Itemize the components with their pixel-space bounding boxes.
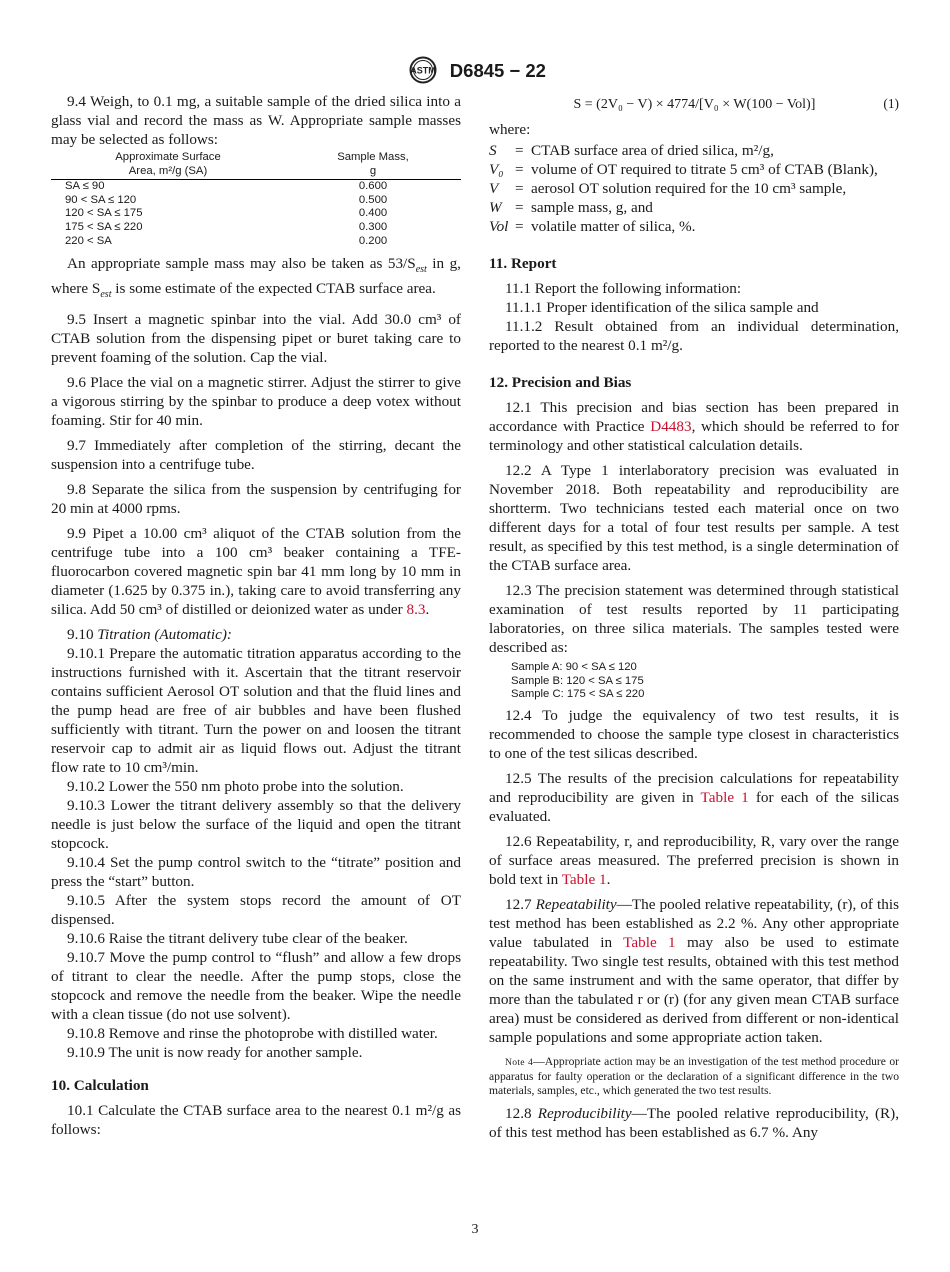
sample-mass-table [51,151,461,248]
paragraph-9-10-4: 9.10.4 Set the pump control switch to the “titrate” position and press the “start” button. [51,854,461,891]
definition-row: V₀ = volume of OT required to titrate 5 cm³ of CTAB (Blank), [489,161,878,178]
link-d4483[interactable]: D4483 [650,418,692,435]
paragraph-9-10-9: 9.10.9 The unit is now ready for another sample. [67,1044,363,1062]
paragraph-12-5: 12.5 The results of the precision calculations for repeatability and reproducibility are given in Table 1 for each of the silicas evaluated. [489,769,899,825]
sample-list [511,661,899,702]
paragraph-9-6: 9.6 Place the vial on a magnetic stirrer. Adjust the stirrer to give a vigorous stirring by the spinbar to produce a deep votex without foaming. Stir for 40 min. [51,374,461,430]
paragraph-9-10-5: 9.10.5 After the system stops record the amount of OT dispensed. [51,892,461,929]
paragraph-12-6: 12.6 Repeatability, r, and reproducibility, R, vary over the range of surface areas measured. The preferred precision is shown in bold text in Table 1. [489,832,899,888]
paragraph-9-10-3: 9.10.3 Lower the titrant delivery assembly so that the delivery needle is just below the surface of the liquid and open the titrant stopcock. [51,797,461,853]
paragraph-9-5: 9.5 Insert a magnetic spinbar into the vial. Add 30.0 cm³ of CTAB solution from the dispensing pipet or buret taking care to prevent foaming of the solution. Cap the vial. [51,311,461,367]
table-header-surface-area: Approximate Surface Area, m²/g (SA) [51,151,285,180]
equation-1 [489,94,899,114]
paragraph-12-3: 12.3 The precision statement was determined through statistical examination of test results reported by 11 participating laboratories, on three silica materials. The samples tested were described as: [489,582,899,656]
paragraph-12-2: 12.2 A Type 1 interlaboratory precision was evaluated in November 2018. Both repeatability and reproducibility are shortterm. Two technicians tested each material once on two different days for a total of four test results per sample. A test result, as specified by this test method, is a single determination of the CTAB surface area. [489,462,899,574]
note-4: Note 4—Appropriate action may be an investigation of the test method procedure or apparatus for faulty operation or the declaration of a significant difference in the two materials, samples, etc., which generated the two test results. [489,1054,899,1098]
paragraph-9-10-7: 9.10.7 Move the pump control to “flush” and allow a few drops of titrant to clear the needle. After the pump stops, close the stopcock and remove the needle from the beaker. Wipe the needle with a clean tissue (do not use solvent). [51,949,461,1024]
equation-body: S = (2V₀ − V) × 4774/[V₀ × W(100 − Vol)] [573,97,816,112]
definition-row: Vol = volatile matter of silica, %. [489,218,696,235]
section-title-report: 11. Report [489,255,557,272]
paragraph-10-1: 10.1 Calculate the CTAB surface area to the nearest 0.1 m²/g as follows: [51,1102,461,1139]
left-column [51,92,461,1139]
document-id: D6845 − 22 [449,59,546,81]
paragraph-12-7: 12.7 Repeatability—The pooled relative repeatability, (r), of this test method has been established as 2.2 %. Any other appropriate value tabulated in Table 1 may also be used to estimate repeatability. Two single test results, obtained with this test method on the same instrument and with the same operator, that differ by more than the tabulated r or (r) (for any given mean CTAB surface area) must be considered as derived from different or non-identical sample populations and some appropriate action taken. [489,895,899,1046]
table-row: 120 < SA ≤ 175 0.400 [65,207,388,220]
paragraph-9-9: 9.9 Pipet a 10.00 cm³ aliquot of the CTAB solution from the centrifuge tube into a 100 cm³ beaker containing a TFE-fluorocarbon covered magnetic spin bar 41 mm long by 10 mm in diameter (1.625 by 0.375 in.), taking care to avoid transferring any silica. Add 50 cm³ of distilled or deionized water as under 8.3. [51,525,461,619]
paragraph-11-1-2: 11.1.2 Result obtained from an individual determination, reported to the nearest 0.1 m²/g. [489,318,899,354]
table-row: 220 < SA 0.200 [65,234,388,247]
table-row: 175 < SA ≤ 220 0.300 [65,220,388,233]
paragraph-12-1: 12.1 This precision and bias section has been prepared in accordance with Practice D4483, which should be referred to for terminology and other statistical calculation details. [489,399,899,454]
paragraph-11-1-1: 11.1.1 Proper identification of the silica sample and [505,299,819,316]
astm-logo-icon [404,56,442,84]
variable-definitions [489,141,899,236]
link-table-1[interactable]: Table 1 [561,870,607,888]
page-header [0,56,950,82]
list-item: Sample C: 175 < SA ≤ 220 [511,688,645,701]
list-item: Sample B: 120 < SA ≤ 175 [511,674,644,687]
definition-row: V = aerosol OT solution required for the 10 cm³ sample, [489,180,847,197]
link-table-1[interactable]: Table 1 [623,933,676,951]
list-item: Sample A: 90 < SA ≤ 120 [511,661,637,673]
paragraph-9-7: 9.7 Immediately after completion of the stirring, decant the suspension into a centrifuge tube. [51,437,461,474]
link-table-1[interactable]: Table 1 [700,788,749,806]
paragraph-9-10-8: 9.10.8 Remove and rinse the photoprobe with distilled water. [67,1025,438,1043]
page-number: 3 [471,1222,479,1237]
right-column [489,92,899,1142]
definition-row: S = CTAB surface area of dried silica, m²/g, [489,142,774,159]
paragraph-12-4: 12.4 To judge the equivalency of two test results, it is recommended to choose the sample type closest in characteristics to one of the test silicas described. [489,706,899,762]
paragraph-9-10: 9.10 Titration (Automatic): [67,626,232,644]
table-row: 90 < SA ≤ 120 0.500 [65,193,388,206]
section-title-calculation: 10. Calculation [51,1077,149,1095]
table-header-sample-mass: Sample Mass, g [285,151,461,180]
table-row: SA ≤ 90 0.600 [65,180,388,193]
where-label: where: [489,121,531,138]
paragraph-9-4: 9.4 Weigh, to 0.1 mg, a suitable sample of the dried silica into a glass vial and record the mass as W. Appropriate sample masses may be selected as follows: [51,93,461,148]
paragraph-9-10-1: 9.10.1 Prepare the automatic titration apparatus according to the instructions furnished with it. Ascertain that the titrant reservoir contains sufficient Aerosol OT solution and that the fluid lines and the pump head are free of air bubbles and have been flushed sufficiently with titrant. Turn the power on and loosen the titrant reservoir cap to admit air as liquid flows out. Adjust the titrant flow rate to 10 cm³/min. [51,645,461,777]
equation-number: (1) [883,96,899,111]
link-section-8-3[interactable]: 8.3 [406,601,426,619]
paragraph-11-1: 11.1 Report the following information: [505,280,742,297]
svg-text:ASTM: ASTM [410,65,436,76]
paragraph-9-10-2: 9.10.2 Lower the 550 nm photo probe into the solution. [67,778,404,796]
paragraph-9-10-6: 9.10.6 Raise the titrant delivery tube clear of the beaker. [67,930,408,948]
definition-row: W = sample mass, g, and [489,199,653,216]
paragraph-9-8: 9.8 Separate the silica from the suspension by centrifuging for 20 min at 4000 rpms. [51,481,461,518]
paragraph-12-8: 12.8 Reproducibility—The pooled relative reproducibility, (R), of this test method has been established as 6.7 %. Any [489,1105,900,1142]
section-title-precision-bias: 12. Precision and Bias [489,374,632,391]
paragraph-sample-mass-alt: An appropriate sample mass may also be taken as $53/S_{est}$ in g, where $S_{est}$ is some estimate of the expected CTAB surface area. [51,255,461,301]
